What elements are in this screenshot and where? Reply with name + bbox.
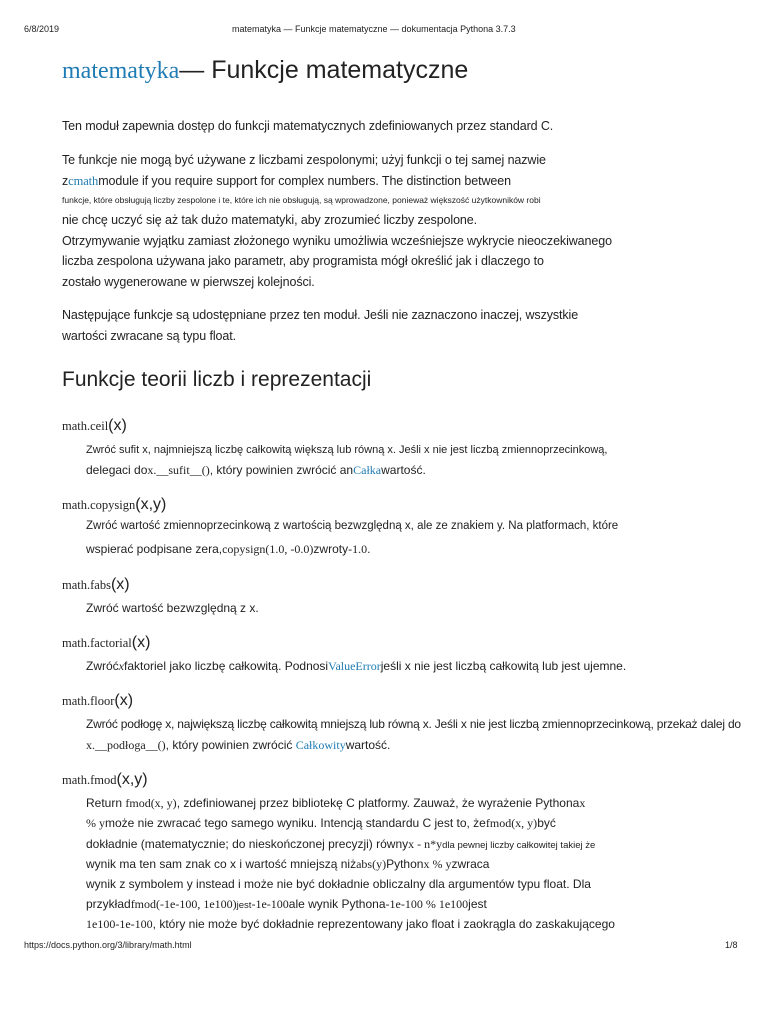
valueerror-link[interactable]: ValueError [328, 659, 381, 673]
print-header-title: matematyka — Funkcje matematyczne — dokumentacja Pythona 3.7.3 [232, 24, 516, 34]
section-heading: Funkcje teorii liczb i reprezentacji [62, 368, 372, 391]
fmod-desc-line-3: dokładnie (matematycznie; do nieskończonej precyzji) równyx - n*ydla pewnej liczby całkowitej takiej że [86, 837, 596, 851]
fmod-desc-line-7: 1e100-1e-100, który nie może być dokładnie reprezentowany jako float i zaokrągla do zaskakującego [86, 917, 615, 931]
fmod-desc-line-5: wynik z symbolem y instead i może nie być dokładnie obliczalny dla argumentów typu float. Dla [86, 877, 591, 891]
fabs-desc-line-1: Zwróć wartość bezwzględną z x. [86, 601, 259, 615]
fmod-desc-line-4: wynik ma ten sam znak co x i wartość mniejszą niżabs(y)Pythonx % yzwraca [86, 857, 490, 871]
intro-paragraph-1: Ten moduł zapewnia dostęp do funkcji matematycznych zdefiniowanych przez standard C. [62, 119, 554, 133]
footer-url: https://docs.python.org/3/library/math.html [24, 940, 192, 950]
intro-p2-line-6: liczba zespolona używana jako parametr, aby programista mógł określić jak i dlaczego to [62, 254, 544, 268]
page-title-rest: — Funkcje matematyczne [179, 56, 469, 84]
integral-link[interactable]: Całkowity [295, 738, 346, 752]
fmod-desc-line-2: % ymoże nie zwracać tego samego wyniku. Intencją standardu C jest to, żefmod(x, y)być [86, 816, 556, 830]
print-date: 6/8/2019 [24, 24, 60, 34]
intro-p2-line-4: nie chcę uczyć się aż tak dużo matematyki, aby zrozumieć liczby zespolone. [62, 213, 478, 227]
intro-p2-line-3: funkcje, które obsługują liczby zespolone i te, które ich nie obsługują, są wprowadzone, ponieważ większość użytkowników robi [62, 195, 541, 205]
intro-p3-line-1: Następujące funkcje są udostępniane przez ten moduł. Jeśli nie zaznaczono inaczej, wszystkie [62, 308, 579, 322]
intro-p3-line-2: wartości zwracane są typu float. [62, 329, 236, 343]
function-signature-fmod: math.fmod(x,y) [62, 771, 148, 788]
module-link[interactable]: matematyka [62, 58, 180, 84]
function-signature-factorial: math.factorial(x) [62, 634, 151, 651]
copysign-desc-line-1: Zwróć wartość zmiennoprzecinkową z wartością bezwzględną x, ale ze znakiem y. Na platformach, które [86, 520, 619, 532]
fmod-desc-line-6: przykładfmod(-1e-100, 1e100)jest-1e-100ale wynik Pythona-1e-100 % 1e100jest [86, 897, 487, 911]
function-signature-copysign: math.copysign(x,y) [62, 496, 167, 513]
floor-desc-line-2: x.__podłoga__(), który powinien zwrócić Całkowitywartość. [86, 738, 391, 752]
intro-p2-line-7: zostało wygenerowane w pierwszej kolejności. [62, 275, 315, 289]
floor-desc-line-1: Zwróć podłogę x, największą liczbę całkowitą mniejszą lub równą x. Jeśli x nie jest liczbą zmiennoprzecinkową, przekaż dalej do [86, 717, 741, 731]
ceil-desc-line-1: Zwróć sufit x, najmniejszą liczbę całkowitą większą lub równą x. Jeśli x nie jest liczbą zmiennoprzecinkową, [86, 444, 608, 456]
intro-p2-line-2: zcmathmodule if you require support for complex numbers. The distinction between [62, 174, 511, 188]
footer-page-number: 1/8 [725, 940, 738, 950]
function-signature-fabs: math.fabs(x) [62, 576, 130, 593]
copysign-desc-line-2: wspierać podpisane zera,copysign(1.0, -0.0)zwroty-1.0. [86, 542, 371, 556]
factorial-desc-line-1: Zwróćxfaktoriel jako liczbę całkowitą. PodnosiValueErrorjeśli x nie jest liczbą całkowitą lub jest ujemne. [86, 659, 627, 673]
page-title [62, 56, 468, 85]
intro-p2-line-5: Otrzymywanie wyjątku zamiast złożonego wyniku umożliwia wcześniejsze wykrycie nieoczekiwanego [62, 234, 612, 248]
int-link[interactable]: Całka [353, 463, 382, 477]
fmod-desc-line-1: Return fmod(x, y), zdefiniowanej przez bibliotekę C platformy. Zauważ, że wyrażenie Pythonax [86, 796, 586, 810]
cmath-link[interactable]: cmath [68, 174, 99, 188]
function-signature-floor: math.floor(x) [62, 692, 134, 709]
intro-p2-line-1: Te funkcje nie mogą być używane z liczbami zespolonymi; użyj funkcji o tej samej nazwie [62, 153, 546, 167]
ceil-desc-line-2: delegaci dox.__sufit__(), który powinien zwrócić anCałkawartość. [86, 463, 426, 477]
function-signature-ceil: math.ceil(x) [62, 417, 127, 434]
